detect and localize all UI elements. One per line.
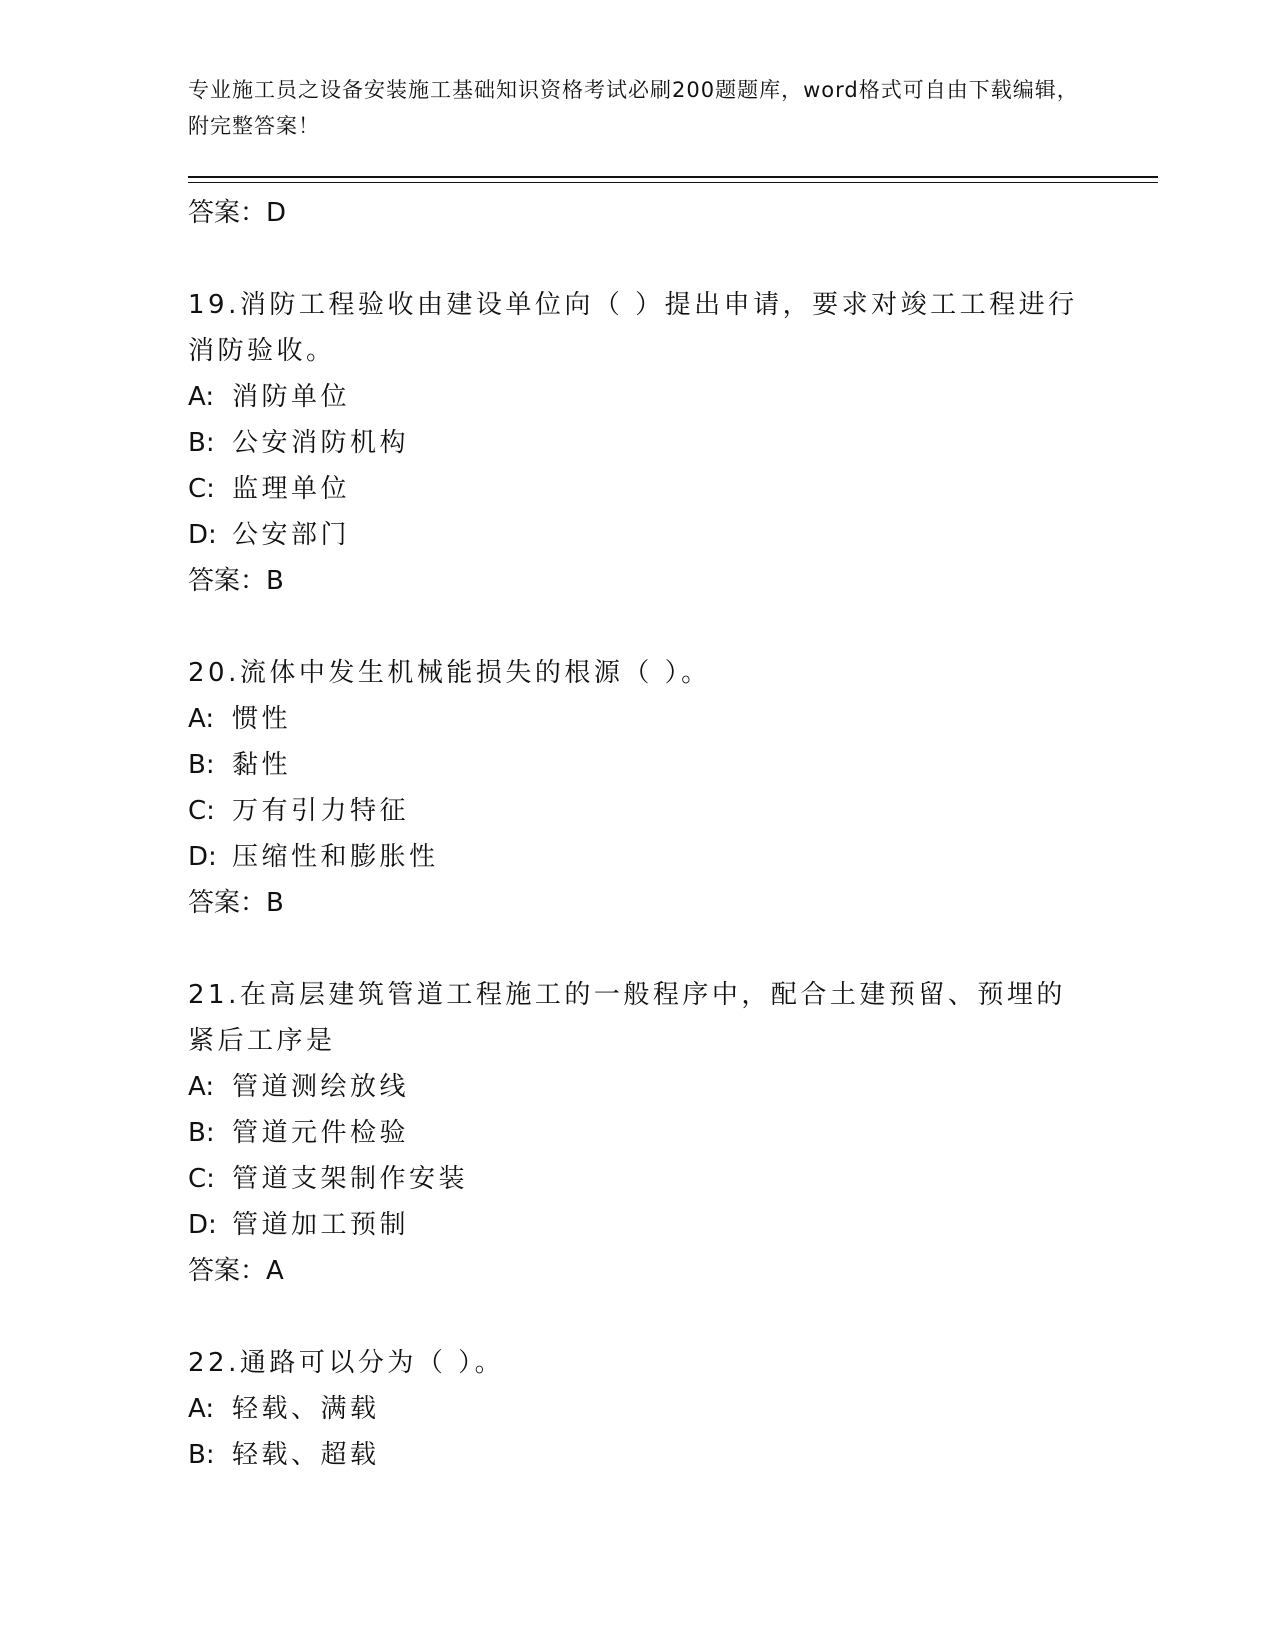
question-block (188, 972, 1088, 1294)
question-text: 19.消防工程验收由建设单位向（ ）提出申请，要求对竣工工程进行消防验收。 (188, 290, 1078, 366)
option-c (188, 466, 1088, 512)
option-a (188, 374, 1088, 420)
question-text: 20.流体中发生机械能损失的根源（ ）。 (188, 658, 711, 688)
option-key: B: (188, 1440, 215, 1470)
option-d (188, 512, 1088, 558)
option-key: A: (188, 1072, 215, 1102)
question-block (188, 1340, 1088, 1478)
option-key: B: (188, 750, 215, 780)
answer-line: 答案：B (188, 566, 284, 596)
option-c (188, 788, 1088, 834)
option-text: 管道支架制作安装 (232, 1164, 469, 1194)
answer-line: 答案：A (188, 1256, 284, 1286)
option-text: 公安消防机构 (232, 428, 410, 458)
option-key: A: (188, 1394, 215, 1424)
question-text: 22.通路可以分为（ ）。 (188, 1348, 505, 1378)
header-rule-thick (188, 176, 1158, 178)
option-d (188, 834, 1088, 880)
option-text: 监理单位 (232, 474, 351, 504)
question-block (188, 282, 1088, 604)
option-key: B: (188, 428, 215, 458)
option-a (188, 1064, 1088, 1110)
option-text: 轻载、满载 (232, 1394, 380, 1424)
option-key: D: (188, 520, 217, 550)
option-text: 消防单位 (232, 382, 351, 412)
option-b (188, 742, 1088, 788)
option-key: C: (188, 1164, 215, 1194)
option-key: A: (188, 382, 215, 412)
option-b (188, 420, 1088, 466)
option-text: 公安部门 (232, 520, 351, 550)
option-text: 管道测绘放线 (232, 1072, 410, 1102)
option-key: C: (188, 474, 215, 504)
question-block (188, 650, 1088, 926)
option-key: B: (188, 1118, 215, 1148)
document-body (188, 190, 1088, 1478)
option-a (188, 1386, 1088, 1432)
option-key: A: (188, 704, 215, 734)
option-key: D: (188, 842, 217, 872)
question-text: 21.在高层建筑管道工程施工的一般程序中，配合土建预留、预埋的紧后工序是 (188, 980, 1066, 1056)
option-text: 压缩性和膨胀性 (232, 842, 439, 872)
option-key: D: (188, 1210, 217, 1240)
header-rule-thin (188, 182, 1158, 183)
option-c (188, 1156, 1088, 1202)
option-text: 万有引力特征 (232, 796, 410, 826)
option-b (188, 1432, 1088, 1478)
option-text: 轻载、超载 (232, 1440, 380, 1470)
option-key: C: (188, 796, 215, 826)
answer-line: 答案：D (188, 198, 287, 228)
option-text: 管道加工预制 (232, 1210, 410, 1240)
option-text: 管道元件检验 (232, 1118, 410, 1148)
document-header: 专业施工员之设备安装施工基础知识资格考试必刷200题题库，word格式可自由下载编辑，附完整答案！ (188, 78, 1079, 138)
option-b (188, 1110, 1088, 1156)
option-text: 黏性 (232, 750, 292, 780)
answer-line: 答案：B (188, 888, 284, 918)
option-d (188, 1202, 1088, 1248)
option-text: 惯性 (232, 704, 292, 734)
option-a (188, 696, 1088, 742)
